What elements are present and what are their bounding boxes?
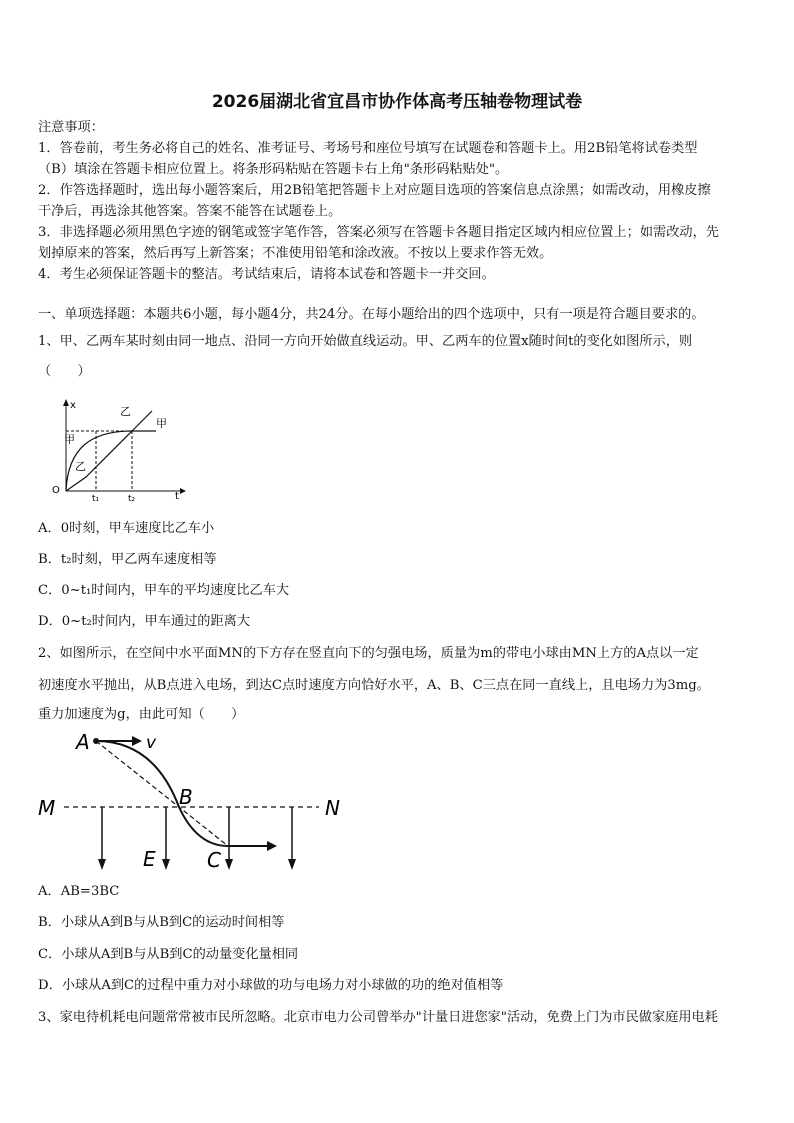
q1-option-a: A．0时刻，甲车速度比乙车小	[38, 521, 215, 536]
section-heading: 一、单项选择题：本题共6小题，每小题4分，共24分。在每小题给出的四个选项中，只有一项是符合题目要求的。	[38, 307, 705, 322]
notice-line: 干净后，再选涂其他答案。答案不能答在试题卷上。	[38, 204, 342, 219]
q1-label-jia-left: 甲	[64, 433, 75, 446]
q2-velocity-a-arrowhead	[132, 736, 142, 746]
q2-ball-a	[93, 738, 99, 744]
notice-line: 1．答卷前，考生务必将自己的姓名、准考证号、考场号和座位号填写在试题卷和答题卡上。用2B铅笔将试卷类型	[38, 141, 698, 156]
q2-field-arrowhead	[225, 859, 233, 870]
q2-dashed-ac	[96, 741, 228, 846]
notice-heading: 注意事项：	[38, 120, 104, 135]
q1-option-b: B．t₂时刻，甲乙两车速度相等	[38, 552, 217, 567]
notice-line: 4．考生必须保证答题卡的整洁。考试结束后，请将本试卷和答题卡一并交回。	[38, 267, 495, 282]
q2-option-a: A．AB=3BC	[38, 884, 120, 899]
q2-label-m: M	[38, 796, 56, 820]
q2-label-b: B	[179, 785, 193, 809]
q2-option-b: B．小球从A到B与从B到C的运动时间相等	[38, 915, 285, 930]
q1-origin-label: O	[52, 485, 60, 496]
q2-field-arrowhead	[162, 859, 170, 870]
q2-option-d: D．小球从A到C的过程中重力对小球做的功与电场力对小球做的功的绝对值相等	[38, 978, 504, 993]
q1-x-axis-arrow	[63, 399, 69, 406]
notice-line: 2．作答选择题时，选出每小题答案后，用2B铅笔把答题卡上对应题目选项的答案信息点涂黑；如需改动，用橡皮擦	[38, 183, 711, 198]
q2-field-diagram	[34, 725, 354, 875]
q1-t-axis-arrow	[180, 488, 186, 494]
q2-field-arrowhead	[288, 859, 296, 870]
q2-velocity-c-arrowhead	[267, 841, 277, 851]
q2-label-v: v	[146, 733, 157, 753]
q1-tick-t2: t₂	[128, 494, 136, 504]
q2-option-c: C．小球从A到B与从B到C的动量变化量相同	[38, 947, 299, 962]
q1-xt-graph	[48, 395, 193, 505]
q1-tick-t1: t₁	[92, 494, 100, 504]
q1-label-yi-mid: 乙	[75, 460, 86, 473]
q1-axis-t-label: t	[175, 491, 179, 502]
q1-label-jia-right: 甲	[156, 417, 167, 430]
q1-stem: 1、甲、乙两车某时刻由同一地点、沿同一方向开始做直线运动。甲、乙两车的位置x随时间t的变化如图所示，则	[38, 334, 693, 349]
q2-stem: 2、如图所示，在空间中水平面MN的下方存在竖直向下的匀强电场，质量为m的带电小球由MN上方的A点以一定	[38, 646, 699, 661]
exam-title: 2026届湖北省宜昌市协作体高考压轴卷物理试卷	[211, 92, 583, 112]
q3-stem: 3、家电待机耗电问题常常被市民所忽略。北京市电力公司曾举办"计量日进您家"活动，免费上门为市民做家庭用电耗	[38, 1010, 718, 1025]
q2-label-c: C	[207, 848, 221, 872]
q2-field-arrowhead	[98, 859, 106, 870]
q1-stem-paren: （ ）	[38, 364, 91, 379]
q2-label-a: A	[76, 730, 90, 754]
q2-label-n: N	[325, 796, 340, 820]
notice-line: 3．非选择题必须用黑色字迹的钢笔或签字笔作答，答案必须写在答题卡各题目指定区域内相应位置上；如需改动，先	[38, 225, 719, 240]
notice-line: 划掉原来的答案，然后再写上新答案；不准使用铅笔和涂改液。不按以上要求作答无效。	[38, 246, 553, 261]
q2-stem: 重力加速度为g，由此可知（ ）	[38, 707, 245, 722]
q2-stem: 初速度水平抛出，从B点进入电场，到达C点时速度方向恰好水平，A、B、C三点在同一直线上，且电场力为3mg。	[38, 678, 710, 693]
q1-axis-y-label: x	[70, 400, 76, 411]
notice-line: （B）填涂在答题卡相应位置上。将条形码粘贴在答题卡右上角"条形码粘贴处"。	[38, 162, 509, 177]
q1-label-yi-top: 乙	[120, 405, 131, 418]
q1-option-d: D．0~t₂时间内，甲车通过的距离大	[38, 614, 251, 629]
q2-label-e: E	[143, 847, 156, 871]
q1-option-c: C．0~t₁时间内，甲车的平均速度比乙车大	[38, 583, 290, 598]
